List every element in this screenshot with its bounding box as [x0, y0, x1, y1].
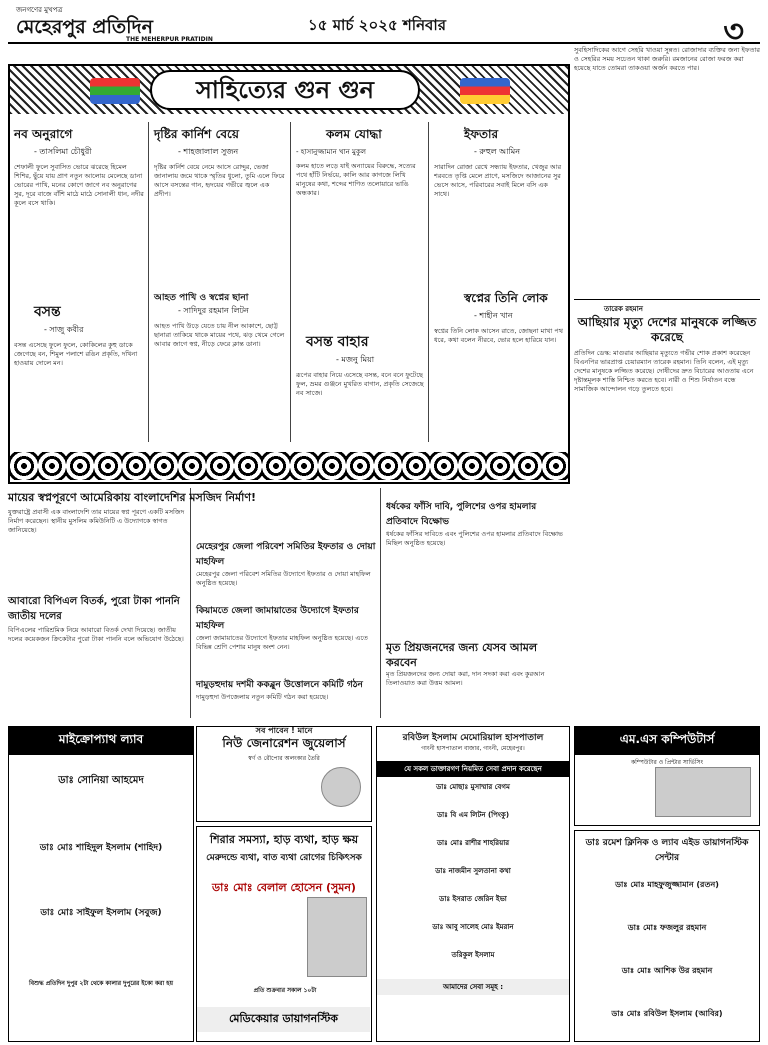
poem	[434, 290, 564, 457]
poem-title: স্বপ্নের তিনি লোক	[464, 291, 548, 305]
poem-body: শেফালী ফুলে সুবাসিত ভোরে ঝরেছে হিমেল শিশির, ছুঁয়ে যায় প্রাণ নতুন আলোয় মেলেছে ডানা ভোরের পাখি, মনের কোণে জাগে নব অনুরাগের সুর, দূরে বাজে বাঁশি মাঠে মাঠে সোনালী ধান, নদীর কূলে বসে থাকি।	[14, 163, 144, 207]
news-body: বিপিএলের পারিশ্রমিক নিয়ে আবারো বিতর্ক দেখা দিয়েছে। জাতীয় দলের কয়েকজন ক্রিকেটার পুরো টাকা পাননি বলে অভিযোগ উঠেছে।	[8, 626, 184, 643]
ad-rabiul-hospital	[376, 726, 570, 1042]
article-body: প্রতিদিন ডেস্ক: মাগুরার আছিয়ার মৃত্যুতে গভীর শোক প্রকাশ করেছেন বিএনপির ভারপ্রাপ্ত চেয়ারম্যান তারেক রহমান। তিনি বলেন, এই মৃত্যু দেশের মানুষকে লজ্জিত করেছে। দোষীদের দ্রুত বিচারের আওতায় এনে দৃষ্টান্তমূলক শাস্তি নিশ্চিত করতে হবে। নারী ও শিশু নির্যাতন বন্ধে সামাজিক আন্দোলন গড়ে তুলতে হবে।	[574, 349, 754, 393]
poem-author: - তাসলিমা চৌধুরী	[34, 147, 92, 156]
ad-doctor-name: ডাঃ আবু সালেহ মোঃ ইমরান	[432, 923, 514, 931]
ad-subtitle: স্বর্ণ ও রৌপ্যের অলংকার তৈরি	[248, 755, 320, 762]
column-divider	[380, 488, 381, 718]
news-body: মৃত প্রিয়জনদের জন্য দোয়া করা, দান সদকা করা এবং কুরআন তিলাওয়াত করা উত্তম আমল।	[386, 670, 545, 687]
ad-doctor-name: তরিকুল ইসলাম	[451, 951, 495, 959]
news-body: দামুড়হুদা উপজেলায় নতুন কমিটি গঠন করা হয়েছে।	[196, 693, 329, 701]
poem	[14, 126, 144, 313]
person-photo	[321, 767, 361, 807]
poem-author: - শাহীন খান	[474, 311, 513, 320]
ad-title: ডাঃ রমেশ ক্লিনিক ও ল্যাব এইড ডায়াগনস্টিক সেন্টার	[585, 838, 749, 863]
poem	[296, 330, 424, 461]
ad-title: মেডিকেয়ার ডায়াগনস্টিক	[197, 1007, 370, 1032]
masthead	[8, 4, 760, 50]
poem-body: সারাদিন রোজা রেখে সন্ধ্যায় ইফতার, খেজুর আর শরবতে তৃপ্তি মেলে প্রাণে, মসজিদে আজানের সুর ভেসে আসে, পরিবারের সবাই মিলে বসি এক সাথে।	[434, 163, 562, 198]
ad-doctor-name: ডাঃ মোঃ বেলাল হোসেন (সুমন)	[212, 881, 356, 894]
ad-doctor-name: ডাঃ বি এম লিটন (পিংকু)	[436, 811, 510, 819]
ad-doctor-name: ডাঃ মোঃ ফজলুর রহমান	[627, 923, 707, 932]
newspaper-name: মেহেরপুর প্রতিদিন	[16, 16, 153, 38]
ad-services: আমাদের সেবা সমূহ :	[377, 979, 569, 995]
ad-title: এম.এস কম্পিউটার্স	[575, 727, 759, 755]
column-divider	[148, 122, 149, 442]
newspaper-subtitle: THE MEHERPUR PRATIDIN	[126, 36, 213, 43]
column-divider	[428, 122, 429, 442]
ad-subtitle: গাংনী হাসপাতাল বাজার, গাংনী, মেহেরপুর।	[421, 745, 525, 752]
article-intro: সুবহিসাদিকের আগে সেহরি খাওয়া সুন্নত। রোজাদার ব্যক্তির জন্য ইফতার ও সেহরির সময় সচেতন থাকা জরুরি। রমজানের রোজা ফরজ করা হয়েছে যাতে তোমরা তাকওয়া অর্জন করতে পার।	[574, 46, 760, 72]
poem-author: - রুহুল আমিন	[474, 147, 521, 156]
right-column	[574, 46, 760, 719]
poem-title: আহত পাখি ও স্বপ্নের ছানা	[154, 293, 249, 303]
ad-title: মাইক্রোপ্যাথ ল্যাব	[9, 727, 193, 755]
ad-title: রবিউল ইসলাম মেমোরিয়াল হাসপাতাল	[402, 733, 544, 743]
ad-doctor-name: ডাঃ মোঃ মাহফুজুজ্জামান (রতন)	[615, 880, 719, 889]
poem-body: স্বপ্নের তিনি লোক আসেন রাতে, জোছনা মাখা পথ ধরে, কথা বলেন নীরবে, ভোর হলে হারিয়ে যান।	[434, 327, 563, 344]
ad-doctor-name: ডাঃ মোঃ সাইফুল ইসলাম (সবুজ)	[40, 908, 162, 918]
poem	[14, 300, 144, 451]
ad-subtitle: কম্পিউটার ও প্রিন্টার সার্ভিসিং	[630, 759, 704, 766]
news-headline: কিয়ামতে জেলা জামায়াতের উদ্যোগে ইফতার মাহফিল	[196, 606, 359, 631]
literature-title: সাহিত্যের গুন গুন	[150, 70, 420, 110]
ad-footer: বিশুদ্ধ প্রতিদিন দুপুর ২টা থেকে কালার দুপুরের ইকো করা হয়	[28, 980, 173, 987]
ad-jewellers	[196, 726, 372, 822]
ad-line: শিরার সমস্যা, হাড় ব্যথা, হাড় ক্ষয়	[209, 833, 359, 846]
article-byline: তারেক রহমান	[604, 305, 643, 313]
ad-time: প্রতি শুক্রবার সকাল ১০টা	[253, 987, 317, 994]
poem-title: কলম যোদ্ধা	[326, 127, 382, 141]
ad-ms-computers	[574, 726, 760, 826]
ad-doctor-name: ডাঃ মোঃ আশিক উর রহমান	[621, 966, 713, 975]
poem-title: বসন্ত	[34, 304, 61, 320]
doctor-photo	[307, 897, 367, 977]
ad-banner: যে সকল ডাক্তারগণ নিয়মিত সেবা প্রদান করেছেন	[377, 761, 569, 777]
floral-ornament-border	[10, 452, 568, 480]
news-headline: মৃত প্রিয়জনদের জন্য যেসব আমল করবেন	[386, 641, 538, 669]
books-icon	[460, 78, 510, 104]
poem-author: - সাজু কবীর	[44, 325, 84, 334]
poem-body: দৃষ্টির কার্নিশ বেয়ে নেমে আসে রোদ্দুর, ভেজা জানালায় জমে থাকে স্মৃতির ধুলো, তুমি এলে ফিরে আসে বসন্তের গান, হৃদয়ের গভীরে জ্বলে এক প্রদীপ।	[154, 163, 285, 198]
poem	[154, 290, 286, 452]
poem-body: বসন্ত এসেছে ফুলে ফুলে, কোকিলের কুহু ডাকে জেগেছে বন, শিমুল পলাশে রঙিন প্রকৃতি, দখিনা হাওয়ায় দোলে মন।	[14, 341, 138, 367]
poem-author: - শাহজালাল সুজন	[178, 147, 239, 156]
ad-doctor-name: ডাঃ নাজমীন সুলতানা কথা	[435, 867, 511, 875]
poem-title: বসন্ত বাহার	[306, 334, 369, 350]
poem-author: - হাসানুজ্জামান খান মুকুল	[296, 148, 367, 156]
books-icon	[90, 78, 140, 104]
ad-tagline: সব পাবেন ! মানে	[255, 726, 313, 735]
poem-author: - সাদিদুর রহমান লিটন	[178, 306, 249, 315]
ad-ramesh-clinic	[574, 830, 760, 1042]
poem	[154, 126, 286, 313]
news-body: ধর্ষকের ফাঁসির দাবিতে এবং পুলিশের ওপর হামলার প্রতিবাদে বিক্ষোভ মিছিল অনুষ্ঠিত হয়েছে।	[386, 530, 563, 547]
divider	[574, 299, 760, 300]
ad-title: নিউ জেনারেশন জুয়েলার্স	[222, 736, 346, 750]
news-headline: আবারো বিপিএল বিতর্ক, পুরো টাকা পাননি জাতীয় দলের	[8, 596, 180, 622]
news-article	[386, 500, 570, 750]
ad-doctor-name: ডাঃ সোনিয়া আহমেদ	[58, 775, 144, 786]
column-divider	[190, 488, 191, 718]
poem-body: কলম হাতে লড়ে যাই অন্যায়ের বিরুদ্ধে, সত্যের পথে হাঁটি নির্ভয়ে, কালি আর কাগজে লিখি মানুষের কথা, শব্দের শাণিত তলোয়ারে ভাঙি অন্ধকার।	[296, 162, 416, 197]
poem-body: আহত পাখি উড়ে যেতে চায় নীল আকাশে, ছোট্ট ছানারা তাকিয়ে থাকে মায়ের পথে, ঝড় থেমে গেলে আবার জাগে স্বপ্ন, নীড়ে ফেরে ক্লান্ত ডানা।	[154, 322, 285, 348]
issue-date: ১৫ মার্চ ২০২৫ শনিবার	[308, 16, 446, 34]
poem	[434, 126, 564, 313]
news-body: মেহেরপুর জেলা পরিবেশ সমিতির উদ্যোগে ইফতার ও দোয়া মাহফিল অনুষ্ঠিত হয়েছে।	[196, 570, 371, 587]
poem-title: নব অনুরাগে	[14, 127, 73, 141]
masthead-tagline: জনগণের মুখপত্র	[16, 6, 63, 14]
ad-doctor-name: ডাঃ ইসরাত জেরিন ইভা	[439, 895, 507, 903]
news-body: জেলা জামায়াতের উদ্যোগে ইফতার মাহফিল অনুষ্ঠিত হয়েছে। এতে বিভিন্ন শ্রেণি পেশার মানুষ অংশ নেন।	[196, 634, 368, 651]
page-number: ৩	[723, 12, 744, 50]
ad-doctor-name: ডাঃ মোঃ শাহিদুল ইসলাম (শাহিদ)	[39, 843, 163, 853]
news-headline: ধর্ষকের ফাঁসি দাবি, পুলিশের ওপর হামলার প্রতিবাদে বিক্ষোভ	[386, 502, 537, 527]
news-article	[196, 540, 376, 723]
ad-doctor-name: ডাঃ মোছাঃ মুসাম্মার বেগম	[436, 783, 510, 791]
ad-line: মেরুদন্ডে ব্যথা, বাত ব্যথা রোগের চিকিৎসক	[206, 853, 362, 863]
poem-author: - মজনু মিয়া	[336, 355, 375, 364]
article-headline: আছিয়ার মৃত্যু দেশের মানুষকে লজ্জিত করেছে	[577, 315, 757, 344]
ad-micropath-lab	[8, 726, 194, 1042]
news-body: যুক্তরাষ্ট্রে প্রবাসী এক বাংলাদেশি তার মায়ের স্বপ্ন পূরণে একটি মসজিদ নির্মাণ করেছেন। স্থানীয় মুসলিম কমিউনিটি এ উদ্যোগকে স্বাগত জানিয়েছে।	[8, 508, 185, 534]
news-headline: মায়ের স্বপ্নপূরণে আমেরিকায় বাংলাদেশির মসজিদ নির্মাণ!	[8, 491, 256, 504]
poem	[296, 126, 424, 342]
news-article	[8, 594, 190, 706]
ad-doctor-name: ডাঃ মোঃ রাশীর শাহরিয়ার	[436, 839, 510, 847]
poem-title: দৃষ্টির কার্নিশ বেয়ে	[154, 127, 239, 141]
news-article	[8, 490, 378, 505]
news-headline: মেহেরপুর জেলা পরিবেশ সমিতির ইফতার ও দোয়া মাহফিল	[196, 542, 376, 567]
news-headline: দামুড়হুদায় দশমী ককব্লুন উত্তোলনে কমিটি গঠন	[196, 680, 363, 690]
poem-body: রূপের বাহার নিয়ে এসেছে বসন্ত, বনে বনে ফুটেছে ফুল, ভ্রমর গুঞ্জনে মুখরিত বাগান, প্রকৃতি সেজেছে নব সাজে।	[296, 371, 424, 397]
ad-medicare	[196, 826, 372, 1042]
ad-doctor-name: ডাঃ মোঃ রবিউল ইসলাম (আবির)	[611, 1009, 723, 1018]
poem-title: ইফতার	[464, 127, 499, 141]
computer-image	[655, 767, 751, 817]
column-divider	[290, 122, 291, 442]
